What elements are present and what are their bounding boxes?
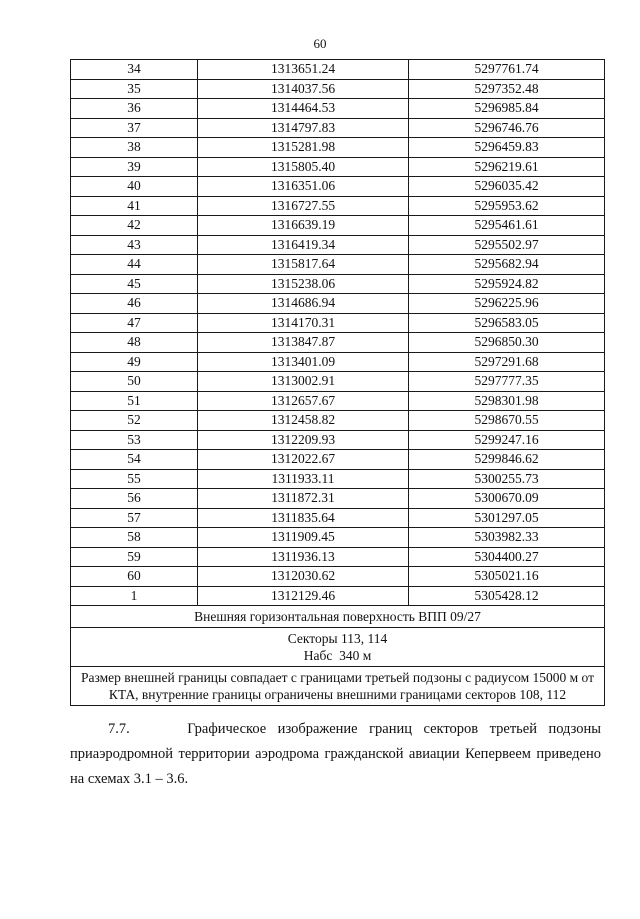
y-coordinate-cell: 5296746.76: [409, 118, 605, 138]
x-coordinate-cell: 1312657.67: [198, 391, 409, 411]
y-coordinate-cell: 5305428.12: [409, 586, 605, 606]
x-coordinate-cell: 1315281.98: [198, 138, 409, 158]
point-number-cell: 39: [71, 157, 198, 177]
y-coordinate-cell: 5298301.98: [409, 391, 605, 411]
table-row: [71, 255, 605, 275]
point-number-cell: 56: [71, 489, 198, 509]
point-number-cell: 55: [71, 469, 198, 489]
point-number-cell: 1: [71, 586, 198, 606]
x-coordinate-cell: 1312129.46: [198, 586, 409, 606]
y-coordinate-cell: 5303982.33: [409, 528, 605, 548]
x-coordinate-cell: 1313847.87: [198, 333, 409, 353]
paragraph-text: Графическое изображение границ секторов третьей подзоны приаэродромной территории аэродрома гражданской авиации Кепервеем приведено на схемах 3.1 – 3.6.: [70, 721, 602, 787]
section-title-row: [71, 606, 605, 628]
sectors-line: Секторы 113, 114: [287, 631, 388, 646]
x-coordinate-cell: 1311835.64: [198, 508, 409, 528]
point-number-cell: 51: [71, 391, 198, 411]
table-row: [71, 216, 605, 236]
x-coordinate-cell: 1312458.82: [198, 411, 409, 431]
table-row: [71, 196, 605, 216]
sector-info-row: [71, 628, 605, 667]
table-row: [71, 352, 605, 372]
table-row: [71, 274, 605, 294]
point-number-cell: 38: [71, 138, 198, 158]
x-coordinate-cell: 1312030.62: [198, 567, 409, 587]
point-number-cell: 37: [71, 118, 198, 138]
x-coordinate-cell: 1311909.45: [198, 528, 409, 548]
table-row: [71, 177, 605, 197]
y-coordinate-cell: 5295682.94: [409, 255, 605, 275]
y-coordinate-cell: 5295953.62: [409, 196, 605, 216]
coordinates-table: [70, 59, 605, 706]
point-number-cell: 42: [71, 216, 198, 236]
y-coordinate-cell: 5299247.16: [409, 430, 605, 450]
boundary-note: Размер внешней границы совпадает с границами третьей подзоны с радиусом 15000 м от КТА, внутренние границы ограничены внешними границами секторов 108, 112: [71, 667, 605, 706]
y-coordinate-cell: 5295461.61: [409, 216, 605, 236]
table-footer: [71, 606, 605, 706]
y-coordinate-cell: 5295502.97: [409, 235, 605, 255]
table-row: [71, 391, 605, 411]
x-coordinate-cell: 1315817.64: [198, 255, 409, 275]
point-number-cell: 44: [71, 255, 198, 275]
y-coordinate-cell: 5296459.83: [409, 138, 605, 158]
y-coordinate-cell: 5297291.68: [409, 352, 605, 372]
table-row: [71, 489, 605, 509]
point-number-cell: 54: [71, 450, 198, 470]
x-coordinate-cell: 1314464.53: [198, 99, 409, 119]
point-number-cell: 59: [71, 547, 198, 567]
x-coordinate-cell: 1315238.06: [198, 274, 409, 294]
point-number-cell: 49: [71, 352, 198, 372]
table-row: [71, 118, 605, 138]
point-number-cell: 45: [71, 274, 198, 294]
y-coordinate-cell: 5297777.35: [409, 372, 605, 392]
page-number: 60: [313, 36, 327, 51]
table-row: [71, 313, 605, 333]
y-coordinate-cell: 5301297.05: [409, 508, 605, 528]
x-coordinate-cell: 1316639.19: [198, 216, 409, 236]
y-coordinate-cell: 5299846.62: [409, 450, 605, 470]
table-row: [71, 430, 605, 450]
x-coordinate-cell: 1313002.91: [198, 372, 409, 392]
table-row: [71, 567, 605, 587]
x-coordinate-cell: 1313651.24: [198, 60, 409, 80]
table-row: [71, 528, 605, 548]
y-coordinate-cell: 5295924.82: [409, 274, 605, 294]
table-row: [71, 60, 605, 80]
table-row: [71, 508, 605, 528]
y-coordinate-cell: 5305021.16: [409, 567, 605, 587]
table-row: [71, 372, 605, 392]
x-coordinate-cell: 1314037.56: [198, 79, 409, 99]
point-number-cell: 60: [71, 567, 198, 587]
point-number-cell: 48: [71, 333, 198, 353]
point-number-cell: 43: [71, 235, 198, 255]
paragraph-7-7: [70, 717, 601, 792]
table-row: [71, 547, 605, 567]
x-coordinate-cell: 1311872.31: [198, 489, 409, 509]
sector-info-cell: [71, 628, 605, 667]
y-coordinate-cell: 5296225.96: [409, 294, 605, 314]
height-line: Набс 340 м: [303, 648, 372, 663]
point-number-cell: 41: [71, 196, 198, 216]
point-number-cell: 47: [71, 313, 198, 333]
x-coordinate-cell: 1314686.94: [198, 294, 409, 314]
point-number-cell: 53: [71, 430, 198, 450]
point-number-cell: 36: [71, 99, 198, 119]
point-number-cell: 50: [71, 372, 198, 392]
x-coordinate-cell: 1315805.40: [198, 157, 409, 177]
x-coordinate-cell: 1312022.67: [198, 450, 409, 470]
section-title: Внешняя горизонтальная поверхность ВПП 09/27: [71, 606, 605, 628]
y-coordinate-cell: 5296035.42: [409, 177, 605, 197]
y-coordinate-cell: 5296219.61: [409, 157, 605, 177]
y-coordinate-cell: 5296850.30: [409, 333, 605, 353]
point-number-cell: 52: [71, 411, 198, 431]
table-row: [71, 157, 605, 177]
x-coordinate-cell: 1314797.83: [198, 118, 409, 138]
y-coordinate-cell: 5296583.05: [409, 313, 605, 333]
table-row: [71, 138, 605, 158]
boundary-note-row: [71, 667, 605, 706]
point-number-cell: 58: [71, 528, 198, 548]
point-number-cell: 34: [71, 60, 198, 80]
point-number-cell: 57: [71, 508, 198, 528]
x-coordinate-cell: 1311936.13: [198, 547, 409, 567]
table-row: [71, 79, 605, 99]
y-coordinate-cell: 5304400.27: [409, 547, 605, 567]
table-row: [71, 450, 605, 470]
x-coordinate-cell: 1313401.09: [198, 352, 409, 372]
y-coordinate-cell: 5297352.48: [409, 79, 605, 99]
y-coordinate-cell: 5300255.73: [409, 469, 605, 489]
x-coordinate-cell: 1311933.11: [198, 469, 409, 489]
table-row: [71, 411, 605, 431]
table-row: [71, 99, 605, 119]
point-number-cell: 35: [71, 79, 198, 99]
y-coordinate-cell: 5300670.09: [409, 489, 605, 509]
x-coordinate-cell: 1316351.06: [198, 177, 409, 197]
y-coordinate-cell: 5296985.84: [409, 99, 605, 119]
x-coordinate-cell: 1314170.31: [198, 313, 409, 333]
point-number-cell: 40: [71, 177, 198, 197]
y-coordinate-cell: 5298670.55: [409, 411, 605, 431]
x-coordinate-cell: 1312209.93: [198, 430, 409, 450]
y-coordinate-cell: 5297761.74: [409, 60, 605, 80]
table-row: [71, 586, 605, 606]
x-coordinate-cell: 1316727.55: [198, 196, 409, 216]
coordinates-table-body: [71, 60, 605, 606]
x-coordinate-cell: 1316419.34: [198, 235, 409, 255]
table-row: [71, 235, 605, 255]
paragraph-number: 7.7.: [108, 721, 130, 737]
table-row: [71, 469, 605, 489]
table-row: [71, 294, 605, 314]
table-row: [71, 333, 605, 353]
point-number-cell: 46: [71, 294, 198, 314]
